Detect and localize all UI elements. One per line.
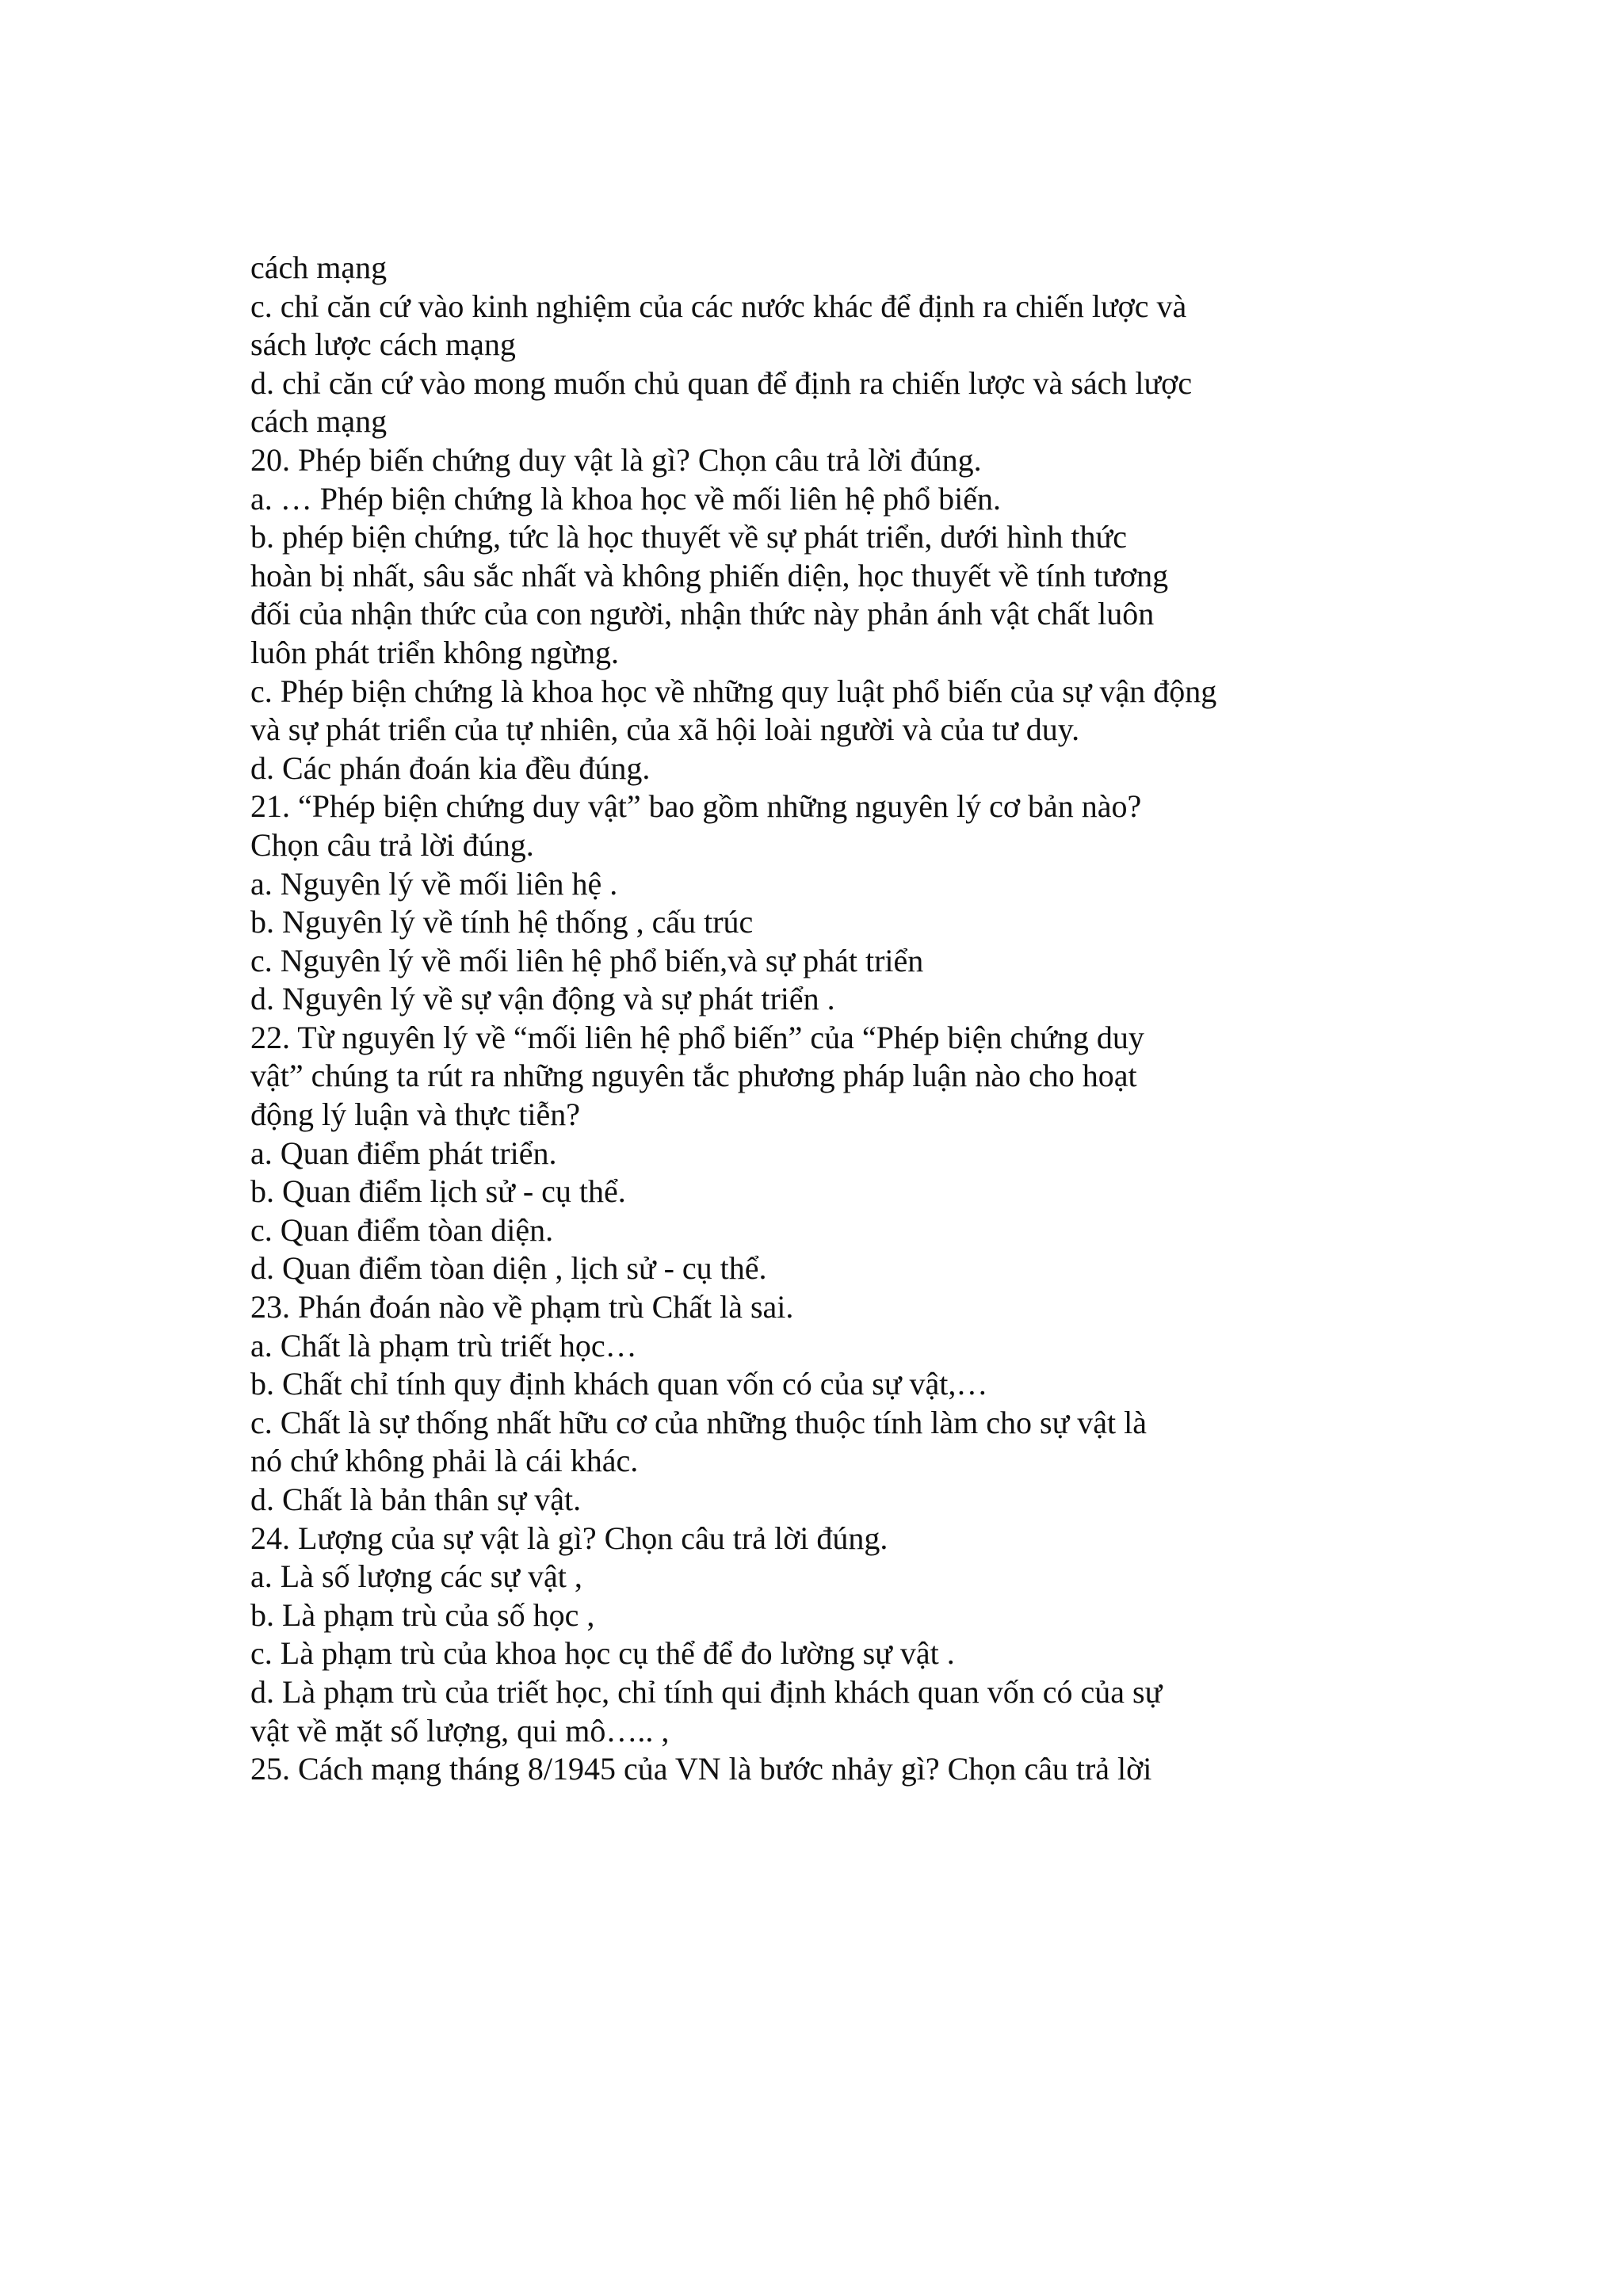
text-line: hoàn bị nhất, sâu sắc nhất và không phiến diện, học thuyết về tính tương <box>250 557 1169 593</box>
text-line: sách lược cách mạng <box>250 326 516 363</box>
text-line: nó chứ không phải là cái khác. <box>250 1443 639 1479</box>
question-20: 20. Phép biến chứng duy vật là gì? Chọn câu trả lời đúng. <box>250 441 982 478</box>
text-line: a. Nguyên lý về mối liên hệ . <box>250 865 618 902</box>
text-line: c. Quan điểm tòan diện. <box>250 1211 554 1248</box>
text-line: c. Phép biện chứng là khoa học về những quy luật phổ biến của sự vận động <box>250 673 1217 709</box>
question-21: 21. “Phép biện chứng duy vật” bao gồm những nguyên lý cơ bản nào? <box>250 788 1142 825</box>
text-line: cách mạng <box>250 250 388 285</box>
question-24: 24. Lượng của sự vật là gì? Chọn câu trả lời đúng. <box>250 1520 888 1556</box>
text-line: c. chỉ căn cứ vào kinh nghiệm của các nước khác để định ra chiến lược và <box>250 288 1187 324</box>
text-line: b. Chất chỉ tính quy định khách quan vốn có của sự vật,… <box>250 1366 988 1402</box>
question-22: 22. Từ nguyên lý về “mối liên hệ phổ biến” của “Phép biện chứng duy <box>250 1019 1144 1055</box>
text-line: d. Là phạm trù của triết học, chỉ tính qui định khách quan vốn có của sự <box>250 1673 1163 1710</box>
text-line: b. phép biện chứng, tức là học thuyết về sự phát triển, dưới hình thức <box>250 519 1127 555</box>
text-line: vật” chúng ta rút ra những nguyên tắc phương pháp luận nào cho hoạt <box>250 1058 1137 1094</box>
text-line: c. Nguyên lý về mối liên hệ phổ biến,và sự phát triển <box>250 942 924 978</box>
text-line: b. Là phạm trù của số học , <box>250 1596 595 1633</box>
text-line: a. Chất là phạm trù triết học… <box>250 1327 637 1363</box>
text-line: cách mạng <box>250 403 388 440</box>
question-25: 25. Cách mạng tháng 8/1945 của VN là bước nhảy gì? Chọn câu trả lời <box>250 1751 1152 1787</box>
text-line: d. chỉ căn cứ vào mong muốn chủ quan để định ra chiến lược và sách lược <box>250 364 1193 401</box>
text-line: d. Các phán đoán kia đều đúng. <box>250 749 651 786</box>
text-line: d. Quan điểm tòan diện , lịch sử - cụ thể. <box>250 1250 767 1287</box>
text-line: d. Nguyên lý về sự vận động và sự phát triển . <box>250 981 835 1017</box>
text-line: b. Nguyên lý về tính hệ thống , cấu trúc <box>250 904 754 940</box>
text-line: vật về mặt số lượng, qui mô….. , <box>250 1712 670 1749</box>
text-line: động lý luận và thực tiễn? <box>250 1097 581 1133</box>
text-line: b. Quan điểm lịch sử - cụ thể. <box>250 1173 626 1210</box>
text-line: luôn phát triển không ngừng. <box>250 634 619 670</box>
question-23: 23. Phán đoán nào về phạm trù Chất là sai. <box>250 1289 794 1325</box>
text-line: và sự phát triển của tự nhiên, của xã hội loài người và của tư duy. <box>250 711 1080 748</box>
text-line: c. Là phạm trù của khoa học cụ thể để đo lường sự vật . <box>250 1635 955 1672</box>
text-line: a. Là số lượng các sự vật , <box>250 1558 582 1595</box>
text-line: đối của nhận thức của con người, nhận thức này phản ánh vật chất luôn <box>250 596 1155 632</box>
document-text <box>250 249 1407 1789</box>
text-line: a. … Phép biện chứng là khoa học về mối liên hệ phổ biến. <box>250 480 1002 517</box>
text-line: d. Chất là bản thân sự vật. <box>250 1482 582 1517</box>
text-line: Chọn câu trả lời đúng. <box>250 826 534 863</box>
text-line: a. Quan điểm phát triển. <box>250 1135 557 1171</box>
text-line: c. Chất là sự thống nhất hữu cơ của những thuộc tính làm cho sự vật là <box>250 1404 1147 1440</box>
